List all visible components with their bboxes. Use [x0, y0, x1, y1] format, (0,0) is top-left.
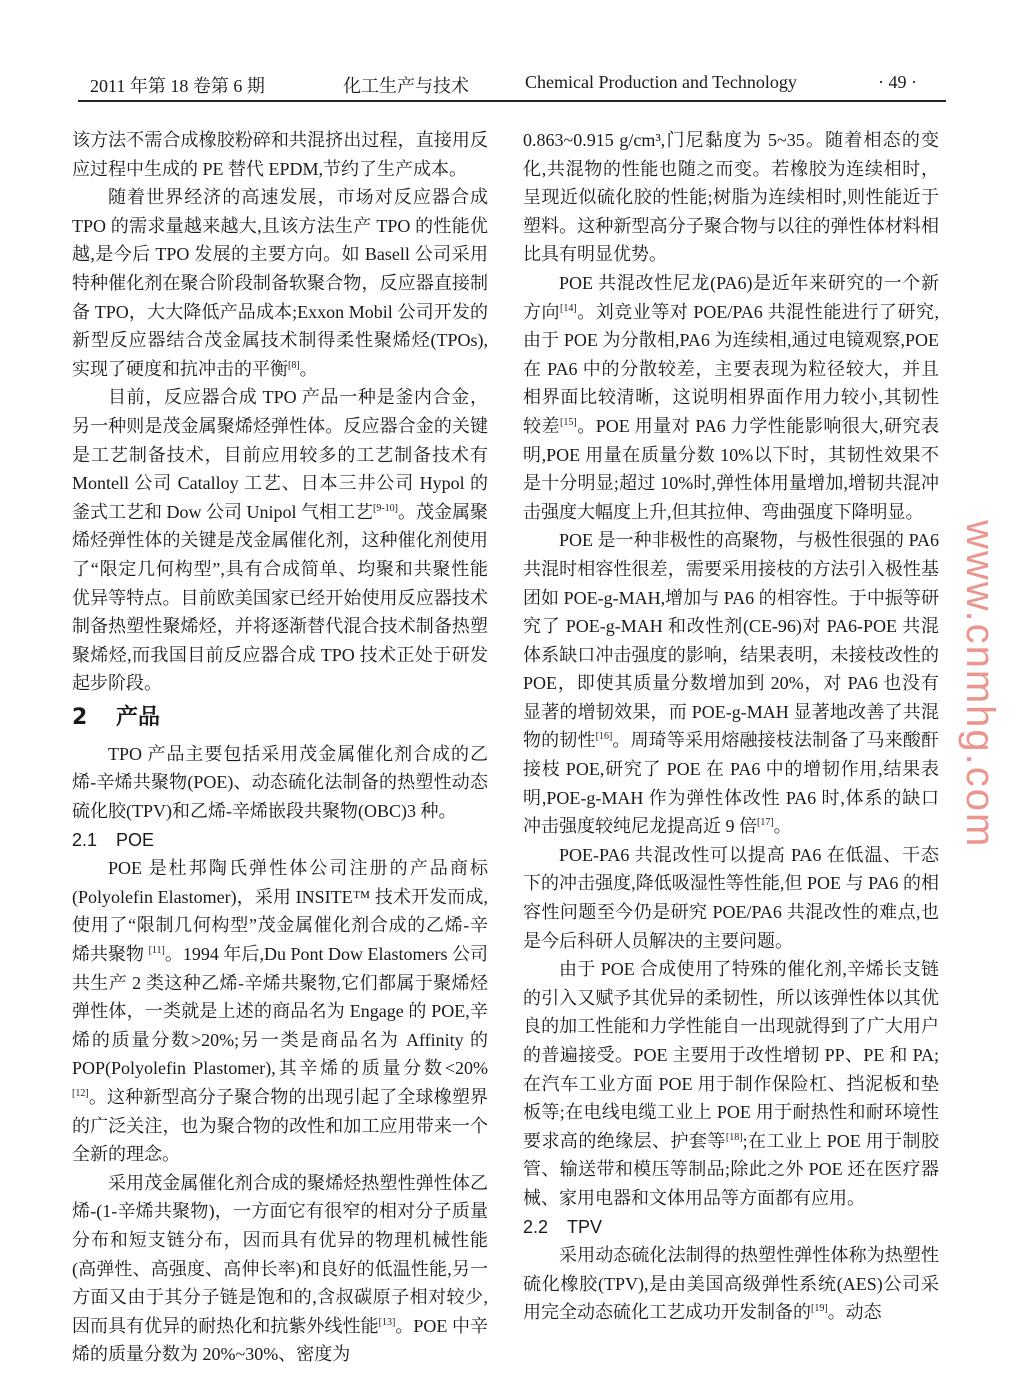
- text-run: 采用茂金属催化剂合成的聚烯烃热塑性弹性体乙烯-(1-辛烯共聚物)，一方面它有很窄的相对分子质量分布和短支链分布，因而具有优异的物理机械性能(高弹性、高强度、高伸长率)和良好的低温性能,另一方面又由于其分子链是饱和的,含叔碳原子相对较少,因而具有优异的耐热化和抗紫外线性能: [72, 1172, 488, 1336]
- journal-title-cn: 化工生产与技术: [343, 76, 469, 96]
- citation-ref: [15]: [560, 416, 577, 428]
- citation-ref: [17]: [757, 817, 774, 829]
- text-run: 采用动态硫化法制得的热塑性弹性体称为热塑性硫化橡胶(TPV),是由美国高级弹性系统(AES)公司采用完全动态硫化工艺成功开发制备的: [523, 1245, 939, 1323]
- citation-ref: [12]: [72, 1088, 89, 1099]
- section-heading: [72, 826, 488, 855]
- paragraph: [523, 526, 939, 841]
- paragraph: [523, 126, 939, 269]
- section-title: 产品: [116, 704, 161, 730]
- text-run: 。茂金属聚烯烃弹性体的关键是茂金属催化剂，这种催化剂使用了“限定几何构型”,具有合成简单、均聚和共聚性能优异等特点。目前欧美国家已经开始使用反应器技术制备热塑性聚烯烃，并将逐渐替代混合技术制备热塑聚烯烃,而我国目前反应器合成 TPO 技术正处于研发起步阶段。: [72, 501, 488, 694]
- citation-ref: [13]: [378, 1316, 396, 1328]
- paragraph: [72, 183, 488, 383]
- text-run: 0.863~0.915 g/cm³,门尼黏度为 5~35。随着相态的变化,共混物的性能也随之而变。若橡胶为连续相时，呈现近似硫化胶的性能;树脂为连续相时,则性能近于塑料。这种新型高分子聚合物与以往的弹性体材料相比具有明显优势。: [523, 130, 939, 265]
- citation-ref: [8]: [288, 359, 300, 371]
- text-run: 。POE 用量对 PA6 力学性能影响很大,研究表明,POE 用量在质量分数 10%以下时，其韧性效果不是十分明显;超过 10%时,弹性体用量增加,增韧共混冲击强度大幅度上升,但其拉伸、弯曲强度下降明显。: [523, 415, 939, 522]
- section-number: 2.2: [523, 1216, 549, 1237]
- text-run: 。这种新型高分子聚合物的出现引起了全球橡塑界的广泛关注，也为聚合物的改性和加工应用带来一个全新的理念。: [72, 1087, 488, 1165]
- journal-title-en: Chemical Production and Technology: [525, 72, 797, 92]
- paragraph: [523, 1241, 939, 1327]
- running-header: [78, 66, 946, 102]
- text-run: POE-PA6 共混改性可以提高 PA6 在低温、干态下的冲击强度,降低吸湿性等性能,但 POE 与 PA6 的相容性问题至今仍是研究 POE/PA6 共混改性的难点,也是今后科研人员解决的主要问题。: [523, 844, 939, 951]
- text-run: POE 共混改性尼龙(PA6)是近年来研究的一个新方向: [523, 272, 939, 322]
- page-number: · 49 ·: [878, 72, 917, 92]
- citation-ref: [19]: [811, 1303, 828, 1315]
- section-heading: [523, 1213, 939, 1242]
- text-run: 。: [773, 816, 792, 837]
- citation-ref: [9-10]: [373, 502, 398, 514]
- section-title: TPV: [567, 1216, 603, 1237]
- text-run: 。POE 中辛烯的质量分数为 20%~30%、密度为: [72, 1315, 488, 1365]
- text-run: 。1994 年后,Du Pont Dow Elastomers 公司共生产 2 类这种乙烯-辛烯共聚物,它们都属于聚烯烃弹性体，一类就是上述的商品名为 Engage 的 POE,辛烯的质量分数>20%;另一类是商品名为 Affinity 的 POP(Polyolefin Plastomer),其辛烯的质量分数<20%: [72, 944, 488, 1079]
- left-column: [72, 126, 488, 1369]
- text-run: 。动态: [827, 1302, 882, 1323]
- citation-ref: [11]: [148, 945, 165, 957]
- paragraph: [72, 854, 488, 1169]
- paragraph: [523, 841, 939, 955]
- section-number: 2.1: [72, 829, 98, 850]
- text-run: 。周琦等采用熔融接枝法制备了马来酸酐接枝 POE,研究了 POE 在 PA6 中的增韧作用,结果表明,POE-g-MAH 作为弹性体改性 PA6 时,体系的缺口冲击强度较纯尼龙提高近 9 倍: [523, 730, 940, 837]
- paragraph: [523, 269, 939, 526]
- citation-ref: [16]: [595, 731, 613, 743]
- right-column: [523, 126, 939, 1327]
- text-run: 由于 POE 合成使用了特殊的催化剂,辛烯长支链的引入又赋予其优异的柔韧性，所以该弹性体以其优良的加工性能和力学性能自一出现就得到了广大用户的普遍接受。POE 主要用于改性增韧 PP、PE 和 PA;在汽车工业方面 POE 用于制作保险杠、挡泥板和垫板等;在电线电缆工业上 POE 用于耐热性和耐环境性要求高的绝缘层、护套等: [523, 959, 939, 1151]
- paragraph: [72, 1169, 488, 1369]
- section-heading: [72, 702, 488, 734]
- section-number: 2: [72, 704, 88, 730]
- text-run: POE 是杜邦陶氏弹性体公司注册的产品商标(Polyolefin Elastomer)，采用 INSITE™ 技术开发而成,使用了“限制几何构型”茂金属催化剂合成的乙烯-辛烯共聚物: [72, 858, 488, 965]
- text-run: 随着世界经济的高速发展，市场对反应器合成 TPO 的需求量越来越大,且该方法生产 TPO 的性能优越,是今后 TPO 发展的主要方向。如 Basell 公司采用特种催化剂在聚合阶段制备软聚合物，反应器直接制备 TPO，大大降低产品成本;Exxon Mobil 公司开发的新型反应器结合茂金属技术制得柔性聚烯烃(TPOs),实现了硬度和抗冲击的平衡: [72, 187, 488, 379]
- paragraph: [72, 383, 488, 698]
- text-run: ;在工业上 POE 用于制胶管、输送带和模压等制品;除此之外 POE 还在医疗器械、家用电器和文体用品等方面都有应用。: [523, 1130, 940, 1208]
- section-title: POE: [116, 829, 155, 850]
- text-run: 目前，反应器合成 TPO 产品一种是釜内合金，另一种则是茂金属聚烯烃弹性体。反应器合金的关键是工艺制备技术，目前应用较多的工艺制备技术有 Montell 公司 Catalloy 工艺、日本三井公司 Hypol 的釜式工艺和 Dow 公司 Unipol 气相工艺: [72, 387, 488, 522]
- text-run: 。刘竞业等对 POE/PA6 共混性能进行了研究,由于 POE 为分散相,PA6 为连续相,通过电镜观察,POE 在 PA6 中的分散较差，主要表现为粒径较大，并且相界面比较清晰，这说明相界面作用力较小,其韧性较差: [523, 301, 939, 436]
- paragraph: [72, 740, 488, 826]
- text-run: 该方法不需合成橡胶粉碎和共混挤出过程，直接用反应过程中生成的 PE 替代 EPDM,节约了生产成本。: [72, 130, 488, 179]
- issue-info: 2011 年第 18 卷第 6 期: [90, 76, 265, 96]
- citation-ref: [18]: [725, 1131, 743, 1143]
- watermark: www.cnmhg.com: [958, 520, 1002, 849]
- paragraph: [523, 955, 939, 1212]
- citation-ref: [14]: [560, 302, 577, 314]
- text-run: TPO 产品主要包括采用茂金属催化剂合成的乙烯-辛烯共聚物(POE)、动态硫化法制备的热塑性动态硫化胶(TPV)和乙烯-辛烯嵌段共聚物(OBC)3 种。: [72, 743, 488, 822]
- paragraph: [72, 126, 488, 183]
- text-run: 。: [299, 358, 318, 379]
- text-run: POE 是一种非极性的高聚物，与极性很强的 PA6 共混时相容性很差，需要采用接枝的方法引入极性基团如 POE-g-MAH,增加与 PA6 的相容性。于中振等研究了 POE-g-MAH 和改性剂(CE-96)对 PA6-POE 共混体系缺口冲击强度的影响，结果表明，未接枝改性的 POE，即使其质量分数增加到 20%，对 PA6 也没有显著的增韧效果，而 POE-g-MAH 显著地改善了共混物的韧性: [523, 530, 939, 751]
